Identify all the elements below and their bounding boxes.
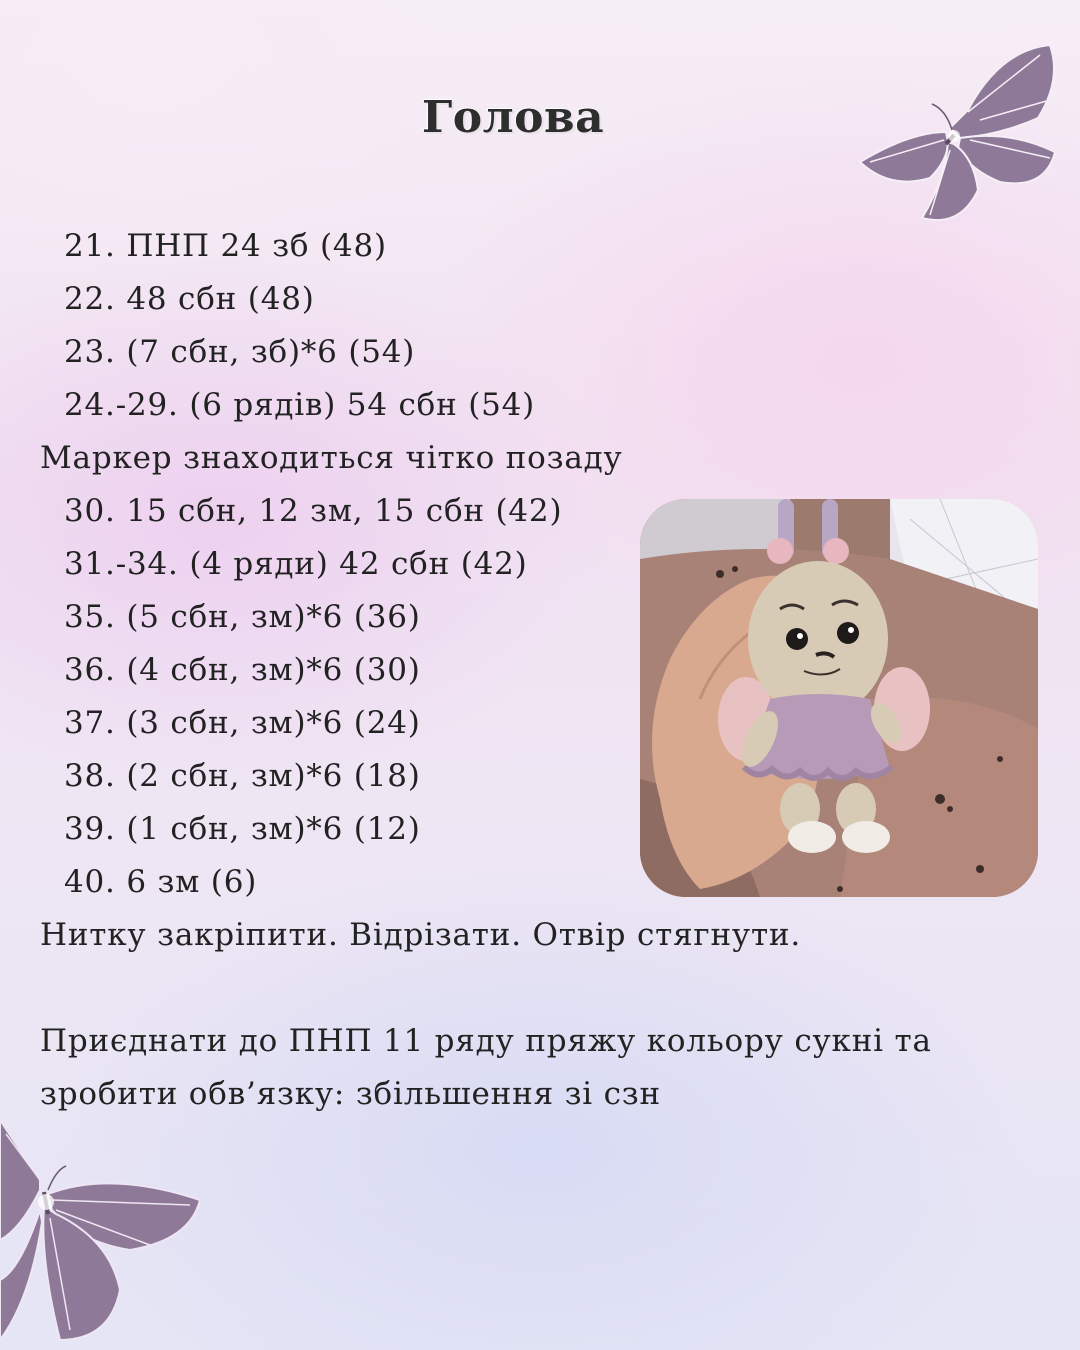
instruction-line: 37. (3 сбн, зм)*6 (24)	[64, 705, 421, 741]
crochet-toy-photo	[640, 499, 1038, 897]
butterfly-icon	[0, 1110, 210, 1350]
instruction-line: 22. 48 сбн (48)	[64, 281, 315, 317]
instruction-line: 40. 6 зм (6)	[64, 864, 258, 900]
instruction-line: 38. (2 сбн, зм)*6 (18)	[64, 758, 421, 794]
instruction-note: Маркер знаходиться чітко позаду	[40, 440, 623, 476]
instruction-line: 35. (5 сбн, зм)*6 (36)	[64, 599, 421, 635]
instruction-line: 36. (4 сбн, зм)*6 (30)	[64, 652, 421, 688]
instruction-line: 24.-29. (6 рядів) 54 сбн (54)	[64, 387, 536, 423]
page-title: Голова	[421, 92, 605, 143]
instruction-line: 31.-34. (4 ряди) 42 сбн (42)	[64, 546, 528, 582]
instruction-line: 39. (1 сбн, зм)*6 (12)	[64, 811, 421, 847]
butterfly-icon	[850, 40, 1065, 230]
instruction-paragraph: Приєднати до ПНП 11 ряду пряжу кольору сукні та	[40, 1023, 932, 1059]
instruction-line: 23. (7 сбн, зб)*6 (54)	[64, 334, 416, 370]
instruction-line: 21. ПНП 24 зб (48)	[64, 228, 387, 264]
instruction-paragraph: зробити обв’язку: збільшення зі сзн	[40, 1076, 661, 1112]
instruction-note: Нитку закріпити. Відрізати. Отвір стягнути.	[40, 917, 802, 953]
instruction-line: 30. 15 сбн, 12 зм, 15 сбн (42)	[64, 493, 563, 529]
